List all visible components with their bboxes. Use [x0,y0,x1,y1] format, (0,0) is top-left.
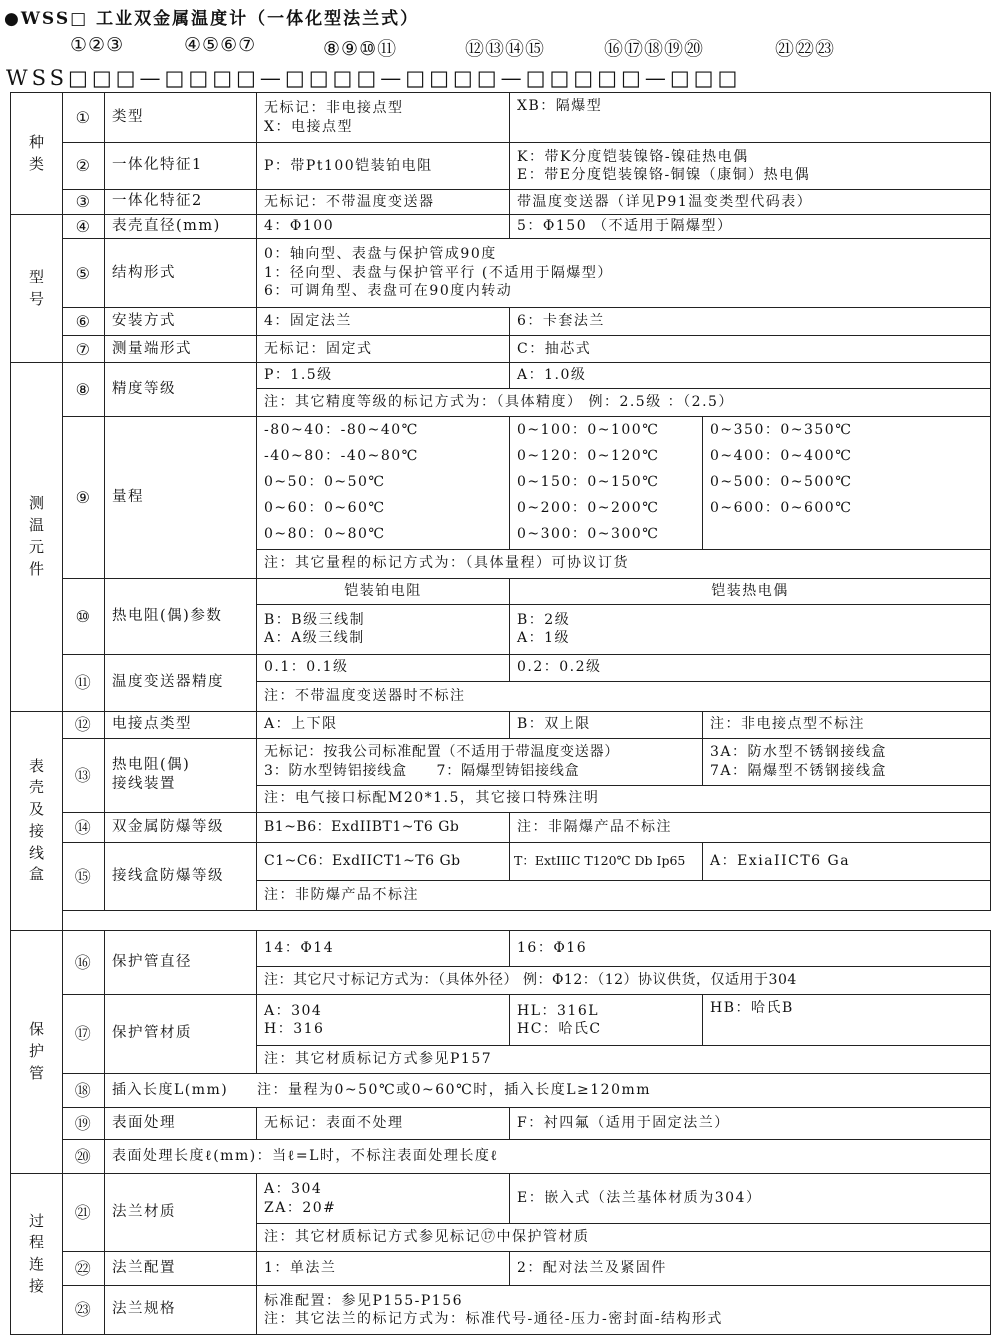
option-cell: 0.1：0.1级 [257,654,510,681]
table-row [11,239,991,308]
range-column-1: -80~40：-80~40℃ -40~80：-40~80℃ 0~50：0~50℃ 0~60：0~60℃ 0~80：0~80℃ [257,417,510,549]
row-number: ⑤ [63,239,105,308]
option-cell: HL：316L HC：哈氏C [510,995,703,1046]
header [0,0,1000,92]
option-cell: A：1.0级 [510,363,991,389]
row-number: ㉒ [63,1252,105,1286]
note-cell: 注：其它精度等级的标记方式为：（具体精度） 例：2.5级 ：（2.5） [257,389,991,417]
option-cell: 无标记：固定式 [257,336,510,363]
row-number: ⑯ [63,931,105,995]
note-cell: 注：其它材质标记方式参见P157 [257,1046,991,1074]
row-name: 类型 [105,93,257,143]
note-cell: 注：不带温度变送器时不标注 [257,681,991,711]
row-number: ⑬ [63,738,105,812]
option-cell: HB：哈氏B [703,995,991,1046]
position-group-5: ⑯⑰⑱⑲⑳ [604,38,705,60]
note-cell: 注：其它量程的标记方式为：（具体量程）可协议订货 [257,549,991,578]
row-name: 保护管材质 [105,995,257,1074]
option-cell: T：ExtIIIC T120℃ Db Ip65 [510,842,703,880]
group-label: 测温元件 [11,363,63,711]
row-number: ⑰ [63,995,105,1074]
row-name: 表壳直径(mm) [105,215,257,239]
table-row [11,363,991,389]
row-name: 法兰配置 [105,1252,257,1286]
position-group-1: ①②③ [70,34,125,56]
option-cell: B1~B6：ExdIIBT1~T6 Gb [257,812,510,842]
table-row [11,1174,991,1224]
note-cell: 注：其它尺寸标记方式为：（具体外径） 例：Φ12：（12）协议供货，仅适用于304 [257,967,991,995]
column-header: 铠装热电偶 [510,578,991,604]
table-row [11,654,991,681]
option-cell: 0.2：0.2级 [510,654,991,681]
option-cell: A：ExiaIICT6 Ga [703,842,991,880]
option-cell: 14：Φ14 [257,931,510,967]
option-cell: 无标记：按我公司标准配置（不适用于带温度变送器） 3：防水型铸铝接线盒 7：隔爆型铸铝接线盒 [257,738,703,785]
row-name: 法兰规格 [105,1286,257,1335]
option-cell: F：衬四氟（适用于固定法兰） [510,1108,991,1140]
row-number: ㉓ [63,1286,105,1335]
row-name: 表面处理 [105,1108,257,1140]
note-text: 注：量程为0~50℃或0~60℃时，插入长度L≥120mm [257,1082,652,1099]
option-cell: A：304 H：316 [257,995,510,1046]
row-number: ⑳ [63,1140,105,1174]
option-cell: 4：固定法兰 [257,308,510,336]
option-cell: P：1.5级 [257,363,510,389]
row-number: ⑲ [63,1108,105,1140]
option-cell: XB：隔爆型 [510,93,991,143]
note-cell: 注：非电接点型不标注 [703,711,991,738]
row-number: ① [63,93,105,143]
row-number: ⑭ [63,812,105,842]
row-number: ㉑ [63,1174,105,1252]
group-label: 种类 [11,93,63,215]
table-row [11,931,991,967]
row-number: ⑩ [63,578,105,654]
row-name: 接线盒防爆等级 [105,842,257,910]
option-cell: B：2级 A：1级 [510,604,991,654]
option-cell: 3A：防水型不锈钢接线盒 7A：隔爆型不锈钢接线盒 [703,738,991,785]
table-row [11,1140,991,1174]
option-cell: 无标记：不带温度变送器 [257,190,510,215]
position-group-6: ㉑㉒㉓ [775,38,836,60]
row-name: 电接点类型 [105,711,257,738]
table-row [11,1108,991,1140]
table-row [11,812,991,842]
option-cell: K：带K分度铠装镍铬-镍硅热电偶 E：带E分度铠装镍铬-铜镍（康铜）热电偶 [510,143,991,190]
row-name: 结构形式 [105,239,257,308]
table-row [11,190,991,215]
table-row [11,143,991,190]
row-name: 热电阻(偶) 接线装置 [105,738,257,812]
model-code-template: WSS□□□—□□□□—□□□□—□□□□—□□□□□—□□□ [6,66,742,90]
option-cell: B：B级三线制 A：A级三线制 [257,604,510,654]
table-row [11,215,991,239]
row-name-with-note [105,1074,991,1108]
table-row [11,1074,991,1108]
option-cell: C1~C6：ExdIICT1~T6 Gb [257,842,510,880]
row-number: ⑪ [63,654,105,711]
row-number: ② [63,143,105,190]
row-number: ③ [63,190,105,215]
row-number: ⑥ [63,308,105,336]
table-row [11,578,991,604]
column-header: 铠装铂电阻 [257,578,510,604]
row-number: ④ [63,215,105,239]
row-number: ⑮ [63,842,105,910]
position-group-3: ⑧⑨⑩⑪ [323,38,398,60]
note-cell: 注：其它材质标记方式参见标记⑰中保护管材质 [257,1224,991,1252]
table-row [11,842,991,880]
option-cell: E：嵌入式（法兰基体材质为304） [510,1174,991,1224]
table-row [11,93,991,143]
table-row [11,336,991,363]
row-number: ⑫ [63,711,105,738]
table-row [11,308,991,336]
row-name: 精度等级 [105,363,257,417]
option-cell: 带温度变送器（详见P91温变类型代码表） [510,190,991,215]
group-label: 保护管 [11,931,63,1174]
row-name: 热电阻(偶)参数 [105,578,257,654]
option-cell: 2：配对法兰及紧固件 [510,1252,991,1286]
note-cell: 注：非防爆产品不标注 [257,880,991,910]
row-name: 一体化特征2 [105,190,257,215]
option-cell: P：带Pt100铠装铂电阻 [257,143,510,190]
option-cell: B：双上限 [510,711,703,738]
table-row [11,995,991,1046]
row-number: ⑧ [63,363,105,417]
group-label: 型号 [11,215,63,363]
option-cell: 1：单法兰 [257,1252,510,1286]
table-row [11,1252,991,1286]
row-name: 安装方式 [105,308,257,336]
row-name: 量程 [105,417,257,578]
option-cell: 无标记：表面不处理 [257,1108,510,1140]
page-title: ●WSS□ 工业双金属温度计（一体化型法兰式） [4,9,420,29]
option-cell: 5：Φ150 （不适用于隔爆型） [510,215,991,239]
range-column-3: 0~350：0~350℃ 0~400：0~400℃ 0~500：0~500℃ 0~600：0~600℃ [703,417,991,549]
range-column-2: 0~100：0~100℃ 0~120：0~120℃ 0~150：0~150℃ 0~200：0~200℃ 0~300：0~300℃ [510,417,703,549]
option-cell: 6：卡套法兰 [510,308,991,336]
table-row [11,711,991,738]
row-name: 表面处理长度ℓ(mm)：当ℓ=L时，不标注表面处理长度ℓ [105,1140,991,1174]
table-row [11,910,991,930]
row-name: 法兰材质 [105,1174,257,1252]
spec-table [10,92,991,1335]
row-name: 温度变送器精度 [105,654,257,711]
row-name: 保护管直径 [105,931,257,995]
row-name: 测量端形式 [105,336,257,363]
option-cell: 0：轴向型、表盘与保护管成90度 1：径向型、表盘与保护管平行 (不适用于隔爆型） 6：可调角型、表盘可在90度内转动 [257,239,991,308]
table-row [11,417,991,549]
option-cell: 标准配置：参见P155-P156 注：其它法兰的标记方式为：标准代号-通径-压力-密封面-结构形式 [257,1286,991,1335]
option-cell: 无标记：非电接点型 X：电接点型 [257,93,510,143]
row-name: 插入长度L(mm) [112,1082,229,1099]
note-cell: 注：非隔爆产品不标注 [510,812,991,842]
option-cell: 16：Φ16 [510,931,991,967]
row-number: ⑦ [63,336,105,363]
group-label: 表壳及接线盒 [11,711,63,930]
row-number: ⑱ [63,1074,105,1108]
option-cell: A：304 ZA：20# [257,1174,510,1224]
row-name: 双金属防爆等级 [105,812,257,842]
position-group-2: ④⑤⑥⑦ [184,34,257,56]
group-label: 过程连接 [11,1174,63,1335]
row-number: ⑨ [63,417,105,578]
note-cell: 注：电气接口标配M20*1.5，其它接口特殊注明 [257,785,991,812]
position-group-4: ⑫⑬⑭⑮ [465,38,546,60]
row-name: 一体化特征1 [105,143,257,190]
table-row [11,1286,991,1335]
table-row [11,738,991,785]
option-cell: 4：Φ100 [257,215,510,239]
option-cell: C：抽芯式 [510,336,991,363]
option-cell: A：上下限 [257,711,510,738]
